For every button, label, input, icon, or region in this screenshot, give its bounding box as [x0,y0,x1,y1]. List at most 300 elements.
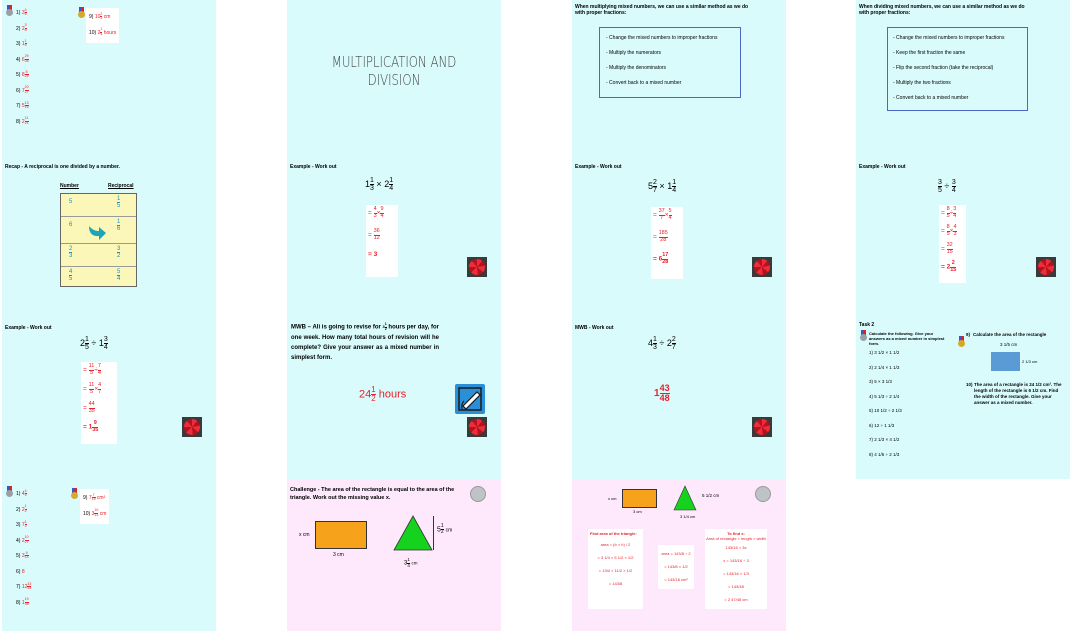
question-10-number: 10) [966,382,973,387]
denominator: 5 [117,203,121,209]
answer-item [16,84,29,100]
intro-text: When multiplying mixed numbers, we can use a similar method as we do with proper fractions: [575,4,749,16]
mini-whiteboard-pie-icon[interactable] [467,417,487,437]
answer-item [16,68,29,84]
denominator: 3 [69,253,73,259]
numerator: 9 [25,550,28,555]
answer-item [83,491,106,507]
question-expression [365,177,393,192]
numerator: 5 [25,69,28,74]
denominator: 13 [94,512,99,517]
page-title: MULTIPLICATION AND DIVISION [331,53,457,89]
operator: × [94,385,99,393]
denominator: 4 [668,214,672,221]
denominator: 5 [89,369,93,376]
denominator: 5 [946,230,950,237]
whole-number: 24 [359,388,372,401]
question-expression [648,336,676,351]
numerator: 4 [953,224,957,230]
answer-number: 3) [16,41,22,47]
working-step [653,209,672,221]
fraction [25,9,27,17]
triangle-height-label: 5 $\frac{1}{2}$ cm [437,523,453,535]
answer-number: 1) [16,491,22,497]
answer-number: 9) [89,14,95,20]
denominator: 16 [24,105,29,110]
answer-number: 10) [83,510,92,517]
rect-bottom-label: 3 cm [333,552,344,558]
denominator: 15 [950,266,957,273]
task-number: 2) [869,364,875,370]
fraction [662,253,668,265]
working-line: = 143/48 [728,584,744,589]
working-step [83,402,95,414]
whole-number: 6 [658,255,663,263]
numerator: 4 [69,269,73,275]
working-step [653,231,668,243]
answer-item [89,10,116,26]
task-expression: 5 × 3 1/3 [874,379,892,384]
numerator: 9 [380,206,384,212]
slide-title[interactable] [287,0,501,157]
denominator: 54 [27,586,32,591]
slide-heading: Example - Work out [5,325,52,331]
working-line: 143/16 = 3x [725,545,747,550]
answer-whole: 5 [21,103,25,109]
whole-number: 1 [667,180,673,191]
fraction [69,246,72,259]
denominator: 27 [24,539,29,544]
answer-number: 1) [16,10,22,16]
equals-sign: = [83,366,89,374]
gold-medal-icon [71,488,78,499]
fraction [947,243,953,255]
fraction [25,598,29,606]
box-subtitle: Area of rectangle = length × width [706,536,766,541]
solution-box-triangle [588,529,643,609]
fraction [25,102,29,110]
numerator: 7 [92,492,95,497]
working-line: area = (b × h) / 2 [600,542,631,547]
fraction [117,269,120,282]
answer-whole: 3 [21,553,25,559]
denominator: 27 [24,89,29,94]
working-line: x = 143/16 ÷ 3 [723,558,749,563]
equals-sign: = [941,245,947,253]
numerator: 10 [24,535,29,540]
slide-divide-method[interactable] [856,0,1070,157]
box-title: To find x: [727,531,745,536]
answer-whole: 2 [21,118,25,125]
denominator: 4 [951,187,956,194]
denominator: 2 [371,394,376,403]
working-step [368,207,384,219]
numerator: 37 [658,208,665,214]
working-step [368,229,380,241]
answer-list-left [16,487,31,611]
answer-number: 5) [16,553,22,559]
slide-answers-1[interactable] [2,0,216,157]
answer-whole: 3 [91,510,95,517]
mini-whiteboard-pie-icon[interactable] [467,257,487,277]
fraction [104,336,108,351]
answer-whole: 2 [21,25,25,32]
denominator: 4 [103,344,108,351]
challenge-text: Challenge - The area of the rectangle is equal to the area of the triangle. Work out the missing value x. [290,487,455,501]
answer-whole: 2 [97,29,101,36]
fraction [669,209,672,221]
number-cell [69,269,72,282]
slide-heading: Example - Work out [575,164,622,170]
working-box [366,205,398,277]
slide-example-multiply-1[interactable] [287,157,501,314]
denominator: 3 [370,185,374,192]
method-step: - Change the mixed numbers to improper fractions [606,35,718,41]
answer-list-right [80,489,109,524]
answer-number: 4) [16,56,22,63]
answer-unit: cm [98,510,107,517]
fraction [117,219,120,232]
numerator: 3 [103,336,108,343]
working-step [941,225,957,237]
slide-mwb-ali[interactable] [287,314,501,479]
numerator: 1 [100,27,103,32]
numerator: 2 [653,179,657,186]
working-line: = 143/16 × 1/3 [723,571,749,576]
operator: ÷ [656,337,667,348]
answer-unit: hours [102,29,117,36]
denominator: 2 [24,508,27,513]
answer-whole: 1 [21,599,25,606]
fraction [659,231,668,243]
answer-whole: 4 [21,491,25,497]
reciprocal-cell [117,196,120,209]
answer-unit: cm² [95,495,106,501]
challenge-badge-icon[interactable] [470,486,486,502]
answer-item [16,6,29,22]
numerator: 17 [662,252,669,258]
method-step: - Keep the first fraction the same [893,50,966,56]
mixed-number: 3 [382,324,385,329]
task-number: 4) [869,393,875,399]
fraction [374,229,380,241]
denominator: 4 [117,276,121,282]
numerator: 29 [24,54,29,59]
fraction [953,207,956,219]
slide-heading: Example - Work out [290,164,337,170]
arrow-icon [86,222,108,242]
column-header-number: Number [60,183,79,189]
method-step: - Multiply the denominators [606,65,667,71]
answer-whole: 1 [21,41,25,47]
answer-unit: hours [375,388,407,401]
answer-number: 5) [16,72,22,78]
gold-medal-icon [78,7,85,18]
denominator: 4 [97,369,101,376]
answer-whole: 7 [88,495,92,501]
operator: ÷ [94,366,98,374]
task-expression: 2 1/3 × 4 1/2 [874,437,900,442]
answer-whole: 8 [21,568,25,575]
task-expression: 10 1/2 ÷ 2 1/3 [874,408,902,413]
rect-side-label: x cm [299,532,310,538]
denominator: 4 [24,43,27,48]
slide-heading: Example - Work out [859,164,906,170]
task-instructions: Calculate the following. Give your answers as a mixed number in simplest form. [869,331,945,346]
operator: ÷ [941,180,952,191]
denominator: 3 [100,16,103,21]
fraction [92,421,98,433]
intro-text: When dividing mixed numbers, we can use a similar method as we do with proper fractions: [859,4,1025,16]
fraction [25,521,27,529]
numerator: 1 [672,179,677,186]
whole-number: 1 [365,178,371,189]
numerator: 19 [24,597,29,602]
answer-item [89,26,116,42]
question-9-number: 9) [966,332,971,337]
fraction [25,536,29,544]
answer-whole: 10 [94,14,101,20]
mini-whiteboard-pie-icon[interactable] [1036,257,1056,277]
result-value: 3 [373,251,378,258]
slide-task-2[interactable] [856,314,1070,479]
answer-value [654,384,670,403]
answer-item [16,596,31,612]
equals-sign: = [941,227,947,235]
fraction [672,179,676,194]
slide-challenge[interactable] [287,479,501,631]
slide-reciprocal-recap[interactable] [2,157,216,314]
slide-example-divide-1[interactable] [856,157,1070,314]
number-cell [69,246,72,259]
equals-sign: = [653,211,659,219]
working-step [941,207,956,219]
answer-item [16,503,31,519]
slide-answers-2[interactable] [2,479,216,631]
numerator: 1 [24,519,27,524]
working-line: = 143/16 cm² [664,577,688,582]
equals-sign: = [368,231,374,239]
fraction [89,402,95,414]
numerator: 43 [27,581,32,586]
answer-number: 7) [16,103,22,109]
numerator: 3 [938,179,942,186]
operator: × [949,227,954,235]
fraction [25,71,29,79]
answer-item [16,53,29,69]
slide-heading: Recap - A reciprocal is one divided by a number. [5,164,120,170]
numerator: 4 [24,488,27,493]
answer-list-left [16,6,29,130]
method-step: - Convert back to a mixed number [893,95,969,101]
answer-item [16,534,31,550]
task-list [869,346,902,462]
whole-number: 1 [88,423,93,431]
numerator: 1 [371,385,376,394]
denominator: 15 [946,248,953,255]
question-text: MWB – Ali is going to revise for 3 $\frac{1}{2}$ hours per day, for one week. How many total hours of revision will he complete? Give your answer as a mixed number in simplest form. [291,322,439,361]
numerator: 1 [24,504,27,509]
method-box [887,27,1028,111]
fraction [25,86,29,94]
fraction [25,505,27,513]
working-step [83,364,101,376]
numerator: 1 [370,177,374,184]
task-number: 5) [869,408,875,413]
task-item [869,419,902,434]
whole-number: 2 [946,263,951,271]
numerator: 185 [658,230,668,236]
answer-item [83,507,106,523]
slide-example-divide-2[interactable] [2,314,216,479]
answer-whole: 12 [21,584,28,590]
table-row [61,244,136,267]
working-step [368,251,377,258]
task-number: 6) [869,422,875,428]
numerator: 7 [97,363,101,369]
operator: ÷ [949,209,954,217]
slide-example-multiply-2[interactable] [572,157,786,314]
whole-number: 1 [98,337,104,348]
answer-whole: 8 [21,72,25,78]
slide-multiply-method[interactable] [572,0,786,157]
working-step [83,383,101,395]
denominator: 3 [373,212,377,219]
answer-number: 4) [16,537,22,544]
fraction [25,117,29,125]
triangle-base-label: 3 1/4 cm [680,514,696,519]
denominator: 2 [117,253,121,259]
method-step: - Multiply the two fractions [893,80,951,86]
slide-mwb-workout[interactable] [572,314,786,479]
fraction [380,207,383,219]
fraction [660,384,670,403]
whole-number: 2 [666,337,672,348]
denominator: 35 [24,601,29,606]
answer-whole: 7 [21,522,25,528]
denominator: 2 [24,524,27,529]
task-item [869,404,902,419]
fraction [25,24,27,32]
method-step: - Convert back to a mixed number [606,80,682,86]
denominator: 48 [659,393,670,403]
working-line: = 2 47/48 cm [724,597,748,602]
mini-whiteboard-pie-icon[interactable] [752,257,772,277]
denominator: 3 [953,230,957,237]
mini-whiteboard-icon[interactable] [455,384,485,414]
question-expression [648,179,676,194]
task-number: 7) [869,437,875,442]
fraction [389,177,393,192]
fraction [672,336,676,351]
whole-number: 1 [654,388,660,400]
task-expression: 5 1/3 ÷ 2 1/4 [874,393,900,399]
reciprocal-cell [117,246,120,259]
numerator: 3 [951,179,956,186]
equals-sign: = [83,423,89,431]
answer-whole: 2 [21,506,25,513]
answer-number: 8) [16,599,22,606]
rect-side-label: x cm [608,496,617,501]
numerator: 4 [24,7,27,12]
orange-rectangle [622,489,657,508]
rect-bottom-label: 3 cm [633,509,642,514]
method-box [599,27,741,98]
operator: × [376,209,381,217]
numerator: 13 [24,100,29,105]
challenge-badge-icon[interactable] [755,486,771,502]
fraction: $\frac{1}{2}$ [384,322,387,331]
denominator: 4 [389,185,394,192]
task-expression: 2 1/4 × 1 1/3 [874,364,900,370]
working-line: area = 143/8 ÷ 2 [661,551,691,556]
numerator: 2 [671,336,676,343]
denominator: 12 [373,234,380,241]
question-expression [938,179,956,194]
fraction [25,55,29,63]
denominator: 9 [24,493,27,498]
task-number: 1) [869,350,875,355]
equals-sign: = [368,209,374,217]
numerator: 36 [373,228,380,234]
fraction [69,269,72,282]
working-line: = 3 1/4 × 5 1/2 × 1/2 [597,555,634,560]
answer-item [16,487,31,503]
whole-number: 2 [80,337,86,348]
numerator: 2 [951,260,955,266]
green-triangle [393,515,433,551]
numerator: 5 [117,269,121,275]
fraction [25,552,29,560]
denominator: 35 [88,407,95,414]
denominator: 5 [69,276,73,282]
task-item [869,448,902,463]
fraction [98,383,101,395]
numerator: 43 [659,383,670,393]
answer-number: 3) [16,522,22,528]
answer-item [16,549,31,565]
slide-challenge-solution[interactable] [572,479,786,631]
answer-number: 6) [16,568,22,575]
working-line: = 143/8 [608,581,623,586]
answer-number: 9) [83,495,89,501]
denominator: 7 [653,187,657,194]
reciprocal-cell [117,219,120,232]
answer-whole: 2 [21,537,25,544]
table-row [61,194,136,217]
mini-whiteboard-pie-icon[interactable] [752,417,772,437]
working-box [81,362,117,444]
numerator: 8 [946,206,950,212]
answer-number: 2) [16,506,22,513]
fraction [952,179,956,194]
number-cell: 5 [69,199,73,205]
numerator: 1 [117,219,121,225]
equals-sign: = [83,404,89,412]
operator: × [656,180,668,191]
reciprocal-cell [117,269,120,282]
numerator: 1 [653,336,657,343]
denominator: 24 [24,74,29,79]
working-line: = 13/4 × 11/2 × 1/2 [598,568,633,573]
working-step [941,261,956,273]
denominator: 7 [671,344,676,351]
operator: ÷ [88,337,99,348]
answer-number: 2) [16,25,22,32]
task-item [869,346,902,361]
denominator: 35 [24,58,29,63]
mini-whiteboard-pie-icon[interactable] [182,417,202,437]
